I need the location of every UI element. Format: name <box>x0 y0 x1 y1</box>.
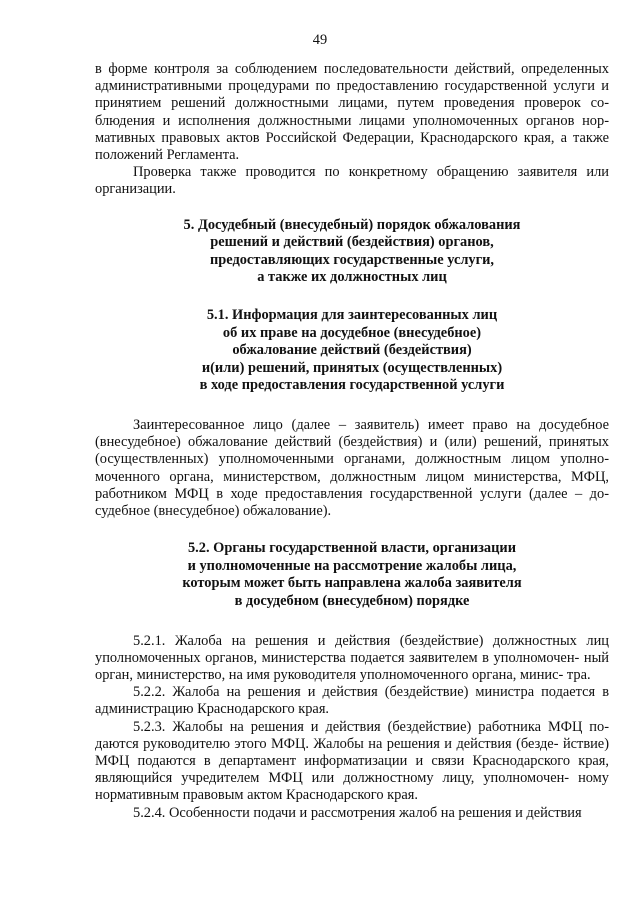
paragraph-5-2-1: 5.2.1. Жалоба на решения и действия (бездействие) должностных лиц уполномоченных органов, министерства подается заявителем в уполномочен- ный орган, министерство, на имя руководителя уполномоченного органа, минис- тра. <box>95 632 609 683</box>
paragraph-5-2-3: 5.2.3. Жалобы на решения и действия (бездействие) работника МФЦ по- даются руководителю этого МФЦ. Жалобы на решения и действия (безде- йствие) МФЦ подаются в департамент информатизации и связи Краснодарского края, являющийся учредителем МФЦ или должностному лицу, уполномочен- ному нормативным правовым актом Краснодарского края. <box>95 718 609 804</box>
paragraph-5-2-4: 5.2.4. Особенности подачи и рассмотрения жалоб на решения и действия <box>133 804 582 821</box>
section-5-heading: 5. Досудебный (внесудебный) порядок обжалования решений и действий (бездействия) органов, предоставляющих государственные услуги, а также их должностных лиц <box>183 216 521 286</box>
section-5-2-heading: 5.2. Органы государственной власти, организации и уполномоченные на рассмотрение жалобы лица, которым может быть направлена жалоба заявителя в досудебном (внесудебном) порядке <box>182 540 522 609</box>
intro-paragraph-2: Проверка также проводится по конкретному обращению заявителя или организации. <box>95 164 609 198</box>
intro-paragraph-1: в форме контроля за соблюдением последовательности действий, определенных административными процедурами по предоставлению государственной услуги и принятием решений должностными лицами, путем проведения проверок со- блюдения и исполнения должностными лицами уполномоченных органов нор- мативных правовых актов Российской Федерации, Краснодарского края, а также положений Регламента. <box>95 61 609 164</box>
page-number: 49 <box>312 32 328 48</box>
section-5-1-heading: 5.1. Информация для заинтересованных лиц об их праве на досудебное (внесудебное) обжалование действий (бездействия) и(или) решений, принятых (осуществленных) в ходе предоставления государственной услуги <box>199 307 505 394</box>
paragraph-5-2-2: 5.2.2. Жалоба на решения и действия (бездействие) министра подается в администрацию Краснодарского края. <box>95 684 609 718</box>
section-5-1-paragraph: Заинтересованное лицо (далее – заявитель) имеет право на досудебное (внесудебное) обжалование действий (бездействия) и (или) решений, принятых (осуществленных) уполномоченными органами, должностным лицом уполно- моченного органа, министерством, должностным лицом министерства, МФЦ, работником МФЦ в ходе предоставления государственной услуги (далее – до- судебное (внесудебное) обжалование). <box>95 416 609 519</box>
page-content <box>95 61 609 822</box>
